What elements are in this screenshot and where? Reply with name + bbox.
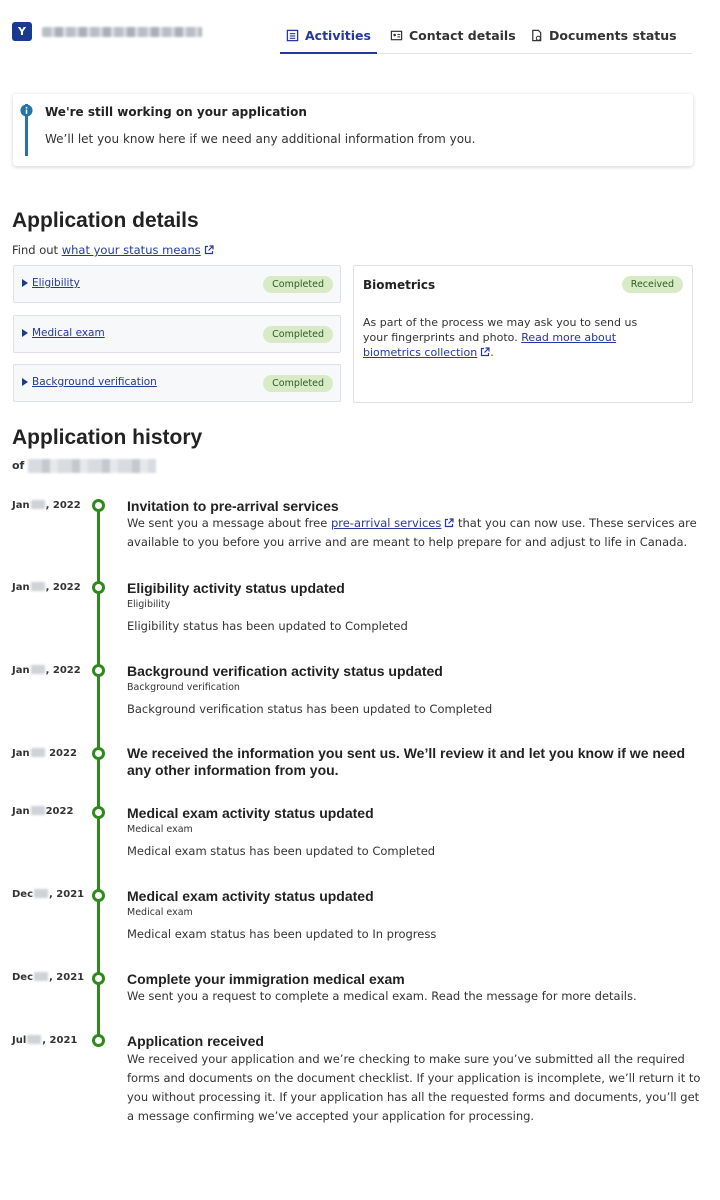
status-badge: Completed [263,326,333,343]
accordion-medical-exam[interactable] [13,315,341,353]
biometrics-suffix: . [490,346,494,359]
event-date [12,500,81,511]
redacted-day [34,972,48,981]
redacted-day [31,500,45,509]
biometrics-card [353,265,693,403]
event-date-month: Dec [12,889,34,900]
external-link-icon [480,347,490,357]
redacted-day [34,889,48,898]
event-subtitle: Background verification [127,682,240,693]
event-text: We received your application and we’re checking to make sure you’ve submitted all the required forms and documents on the document checklist. If your application is incomplete, we’ll return it to you without processing it. If your application has all the requested forms and documents, you’ll get a message confirming we’ve accepted your application for processing. [127,1052,701,1123]
event-date-year: , 2022 [45,582,81,593]
event-title: Invitation to pre-arrival services [127,498,339,514]
redacted-day [31,582,45,591]
event-text-prefix: We sent you a message about free [127,516,331,530]
tab-documents-status[interactable] [530,18,677,53]
info-icon [20,104,33,117]
redacted-day [31,806,45,815]
document-status-icon [530,29,543,42]
event-date-month: Dec [12,972,34,983]
event-date-month: Jan [12,806,30,817]
event-text: Eligibility status has been updated to Completed [127,619,408,633]
tab-label: Activities [305,27,371,43]
alert-title: We're still working on your application [45,105,307,119]
event-date-month: Jan [12,500,30,511]
event-date-month: Jul [12,1035,27,1046]
event-date [12,582,81,593]
timeline-dot [92,499,105,512]
status-meaning-link[interactable]: what your status means [61,243,201,257]
timeline-dot [92,889,105,902]
accordion-label[interactable]: Background verification [32,376,157,388]
event-date-month: Jan [12,582,30,593]
biometrics-text [363,315,663,360]
event-date-year: , 2021 [42,1035,78,1046]
tab-bar [280,18,692,54]
pre-arrival-services-link[interactable]: pre-arrival services [330,516,442,530]
redacted-applicant [28,459,156,473]
event-text: Medical exam status has been updated to Completed [127,844,436,858]
status-badge: Completed [263,276,333,293]
accordion-eligibility[interactable] [13,265,341,303]
redacted-user-name [42,27,202,37]
redacted-day [31,748,45,757]
tab-contact-details[interactable] [390,18,516,53]
event-title: Background verification activity status updated [127,663,443,679]
event-subtitle: Medical exam [127,824,193,835]
external-link-icon [204,245,214,255]
status-badge: Received [622,276,683,293]
avatar[interactable]: Y [12,22,32,41]
biometrics-title: Biometrics [363,278,436,292]
event-title: Medical exam activity status updated [127,888,374,904]
event-date-month: Jan [12,665,30,676]
event-subtitle: Eligibility [127,599,171,610]
info-alert [13,94,693,166]
event-date [12,806,73,817]
biometrics-link[interactable]: Read more about biometrics collection [363,331,617,359]
event-text [127,514,702,552]
timeline-dot [92,1034,105,1047]
event-subtitle: Medical exam [127,907,193,918]
event-text: Medical exam status has been updated to In progress [127,927,437,941]
event-text: We sent you a request to complete a medical exam. Read the message for more details. [127,989,637,1003]
status-meaning-text [12,243,214,257]
event-text: Background verification status has been updated to Completed [127,702,493,716]
top-header [0,0,720,60]
alert-text: We’ll let you know here if we need any additional information from you. [45,132,476,146]
event-title: Eligibility activity status updated [127,580,345,596]
redacted-day [31,665,45,674]
event-date [12,665,81,676]
expand-triangle-icon [22,378,28,386]
event-date-month: Jan [12,748,30,759]
event-date-year: , 2022 [45,665,81,676]
timeline-dot [92,747,105,760]
application-history-heading: Application history [12,426,203,449]
event-date-year: , 2021 [49,889,85,900]
accordion-background-verification[interactable] [13,364,341,402]
timeline-dot [92,581,105,594]
event-title: Complete your immigration medical exam [127,971,405,987]
event-date [12,748,77,759]
external-link-icon [444,518,454,528]
event-date-year: 2022 [45,806,74,817]
event-title: We received the information you sent us. We’ll review it and let you know if we need any other information from you. [127,745,686,778]
event-date-year: 2022 [45,748,77,759]
event-date [12,889,84,900]
event-date [12,1035,77,1046]
list-icon [286,29,299,42]
tab-activities[interactable] [280,18,377,54]
history-of-label: of [12,459,25,472]
event-date-year: , 2022 [45,500,81,511]
contact-card-icon [390,29,403,42]
event-title: Application received [127,1033,264,1049]
tab-label: Contact details [409,28,516,43]
timeline-dot [92,664,105,677]
timeline-dot [92,972,105,985]
event-title: Medical exam activity status updated [127,805,374,821]
timeline-dot [92,806,105,819]
application-details-heading: Application details [12,209,199,232]
biometrics-description: As part of the process we may ask you to send us your fingerprints and photo. [363,316,638,344]
accordion-label[interactable]: Medical exam [32,327,105,339]
status-badge: Completed [263,375,333,392]
event-text-suffix: that you can now use. These services are available to you before you arrive and are meant to help prepare for and adjust to life in Canada. [127,516,697,549]
expand-triangle-icon [22,279,28,287]
accordion-label[interactable]: Eligibility [32,277,80,289]
tab-label: Documents status [549,28,677,43]
event-date-year: , 2021 [49,972,85,983]
expand-triangle-icon [22,329,28,337]
findout-prefix: Find out [12,243,62,257]
event-date [12,972,84,983]
redacted-day [27,1035,41,1044]
